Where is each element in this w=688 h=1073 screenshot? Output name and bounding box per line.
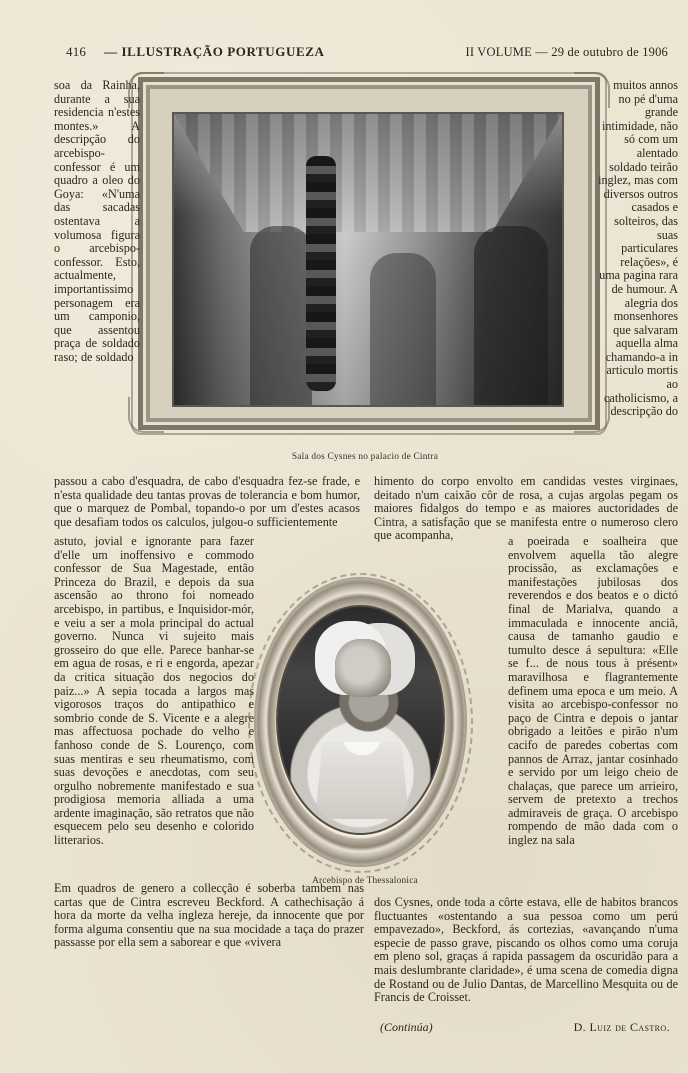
portrait-caption: Arcebispo de Thessalonica [312, 876, 418, 886]
page-header [66, 43, 668, 61]
top-image-caption: Sala dos Cysnes no palacio de Cintra [291, 452, 439, 462]
arcebispo-portrait [276, 605, 445, 835]
bottom-left-text: Em quadros de genero a collecção é soberba tambem nas cartas que de Cintra escreveu Beckford. A cathechisação á hora da morte da velha ingleza hereje, da innocente que por forma alguma consentiu que na sua mocidade a taça do prazer passasse por ella sem a saborear e que «vivera [54, 881, 364, 950]
left-main-text: passou a cabo d'esquadra, de cabo d'esquadra fez-se frade, e n'esta qualidade deu tantas provas de tolerancia e bom humor, que o marquez de Pombal, topando-o por um d'estes acasos que desafiam todos os calculos, julgou-o sufficientemente [54, 474, 360, 529]
author-signature: D. Luiz de Castro. [573, 1020, 670, 1034]
right-main-text: himento do corpo envolto em candidas vestes virginaes, deitado n'um caixão côr de rosa, a cujas argolas pegam os maiores fidalgos do tempo e as maiores auctoridades de Cintra, a satisfação que se manifesta entre o numeroso clero que acompanha, [374, 474, 678, 543]
bottom-right-text: dos Cysnes, onde toda a côrte estava, elle de habitos brancos fluctuantes «ostentando a sua pessoa como um perú empavezado», Beckford, ás cortezias, «avançando n'uma especie de passo grave, piscando os olhos como uma coruja em pleno sol, graças á rapida passagem da oscuridão para a mais deslumbrante claridade», é uma scena de comedia digna de Rostand ou de Julio Dantas, de Marcellino Mesquita ou de Francis de Croisset. [374, 895, 678, 1005]
sala-dos-cysnes-photo [172, 112, 564, 407]
continues-note: (Continúa) [380, 1020, 433, 1034]
journal-title: — ILLUSTRAÇÃO PORTUGUEZA [104, 44, 325, 59]
right-lower-column-text: a poeirada e soalheira que envolvem aquella tão alegre procissão, as exclamações e manifestações jubilosas dos reverendos e dos beatos e o dictó final de Marialva, quando a immaculada e innocente anciã, causa de tamanho gaudio e tumulto desce á sepultura: «Elle se f... de nous tous à présent» maravilhosa e flagrantemente definem uma epoca e um meio. A visita ao arcebispo-confessor no paço de Cintra e depois o jantar obrigado a leitões e pirão n'um cacifo de paredes cobertas com pannos de Arraz, jantar cosinhado e servido por um leigo cheio de chalaças, que parece um arrieiro, servem de pretexto a trechos admiraveis de graça. O arcebispo rompendo de mão dada com o inglez na sala [508, 534, 678, 848]
right-top-column-text: muitos annos no pé d'uma grande intimidade, não só com um alentado soldado teirão inglez, mas com diversos outros casados e solteiros, das suas particulares relações», é uma pagina rara de humour. A alegria dos monsenhores que salvaram aquella alma chamando-a in articulo mortis ao catholicismo, a descripção do [598, 78, 678, 419]
page-number: 416 [66, 44, 87, 59]
left-lower-column-text: astuto, jovial e ignorante para fazer d'elle um inoffensivo e commodo confessor de Sua Magestade, então Princeza do Brazil, e depois da sua ascensão ao throno foi nomeado arcebispo, in partibus, e Inquisidor-mór, e veiu a ser a mola principal do actual governo. Nunca vi sujeito mais grosseiro do que elle. Parece banhar-se em agua de rosas, e ri e engorda, apezar da critica situação dos negocios do paiz...» A sepia tocada a largos mas vigorosos traços do antipathico e sombrio conde de S. Vicente e a alegre mas affectuosa pochade do velho e fanhoso conde de S. Lourenço, com suas mentiras e seu rheumatismo, com suas devoções e anecdotas, com seu orgulho nobremente manifestado e sua prodigiosa memoria alliada a uma ardente imaginação, são retratos que não esquecem pelo seu desenho e colorido litterarios. [54, 534, 254, 848]
issue-date: II VOLUME — 29 de outubro de 1906 [465, 45, 668, 59]
left-top-column-text: soa da Rainha, durante a sua residencia n'estes montes.» A descripção do arcebispo-confessor é um quadro a oleo do Goya: «N'uma das sacadas ostentava a volumosa figura o arcebispo-confessor. Esto, actualmente, importantissimo personagem era um camponio, que assentou praça de soldado raso; de soldado [54, 78, 140, 364]
